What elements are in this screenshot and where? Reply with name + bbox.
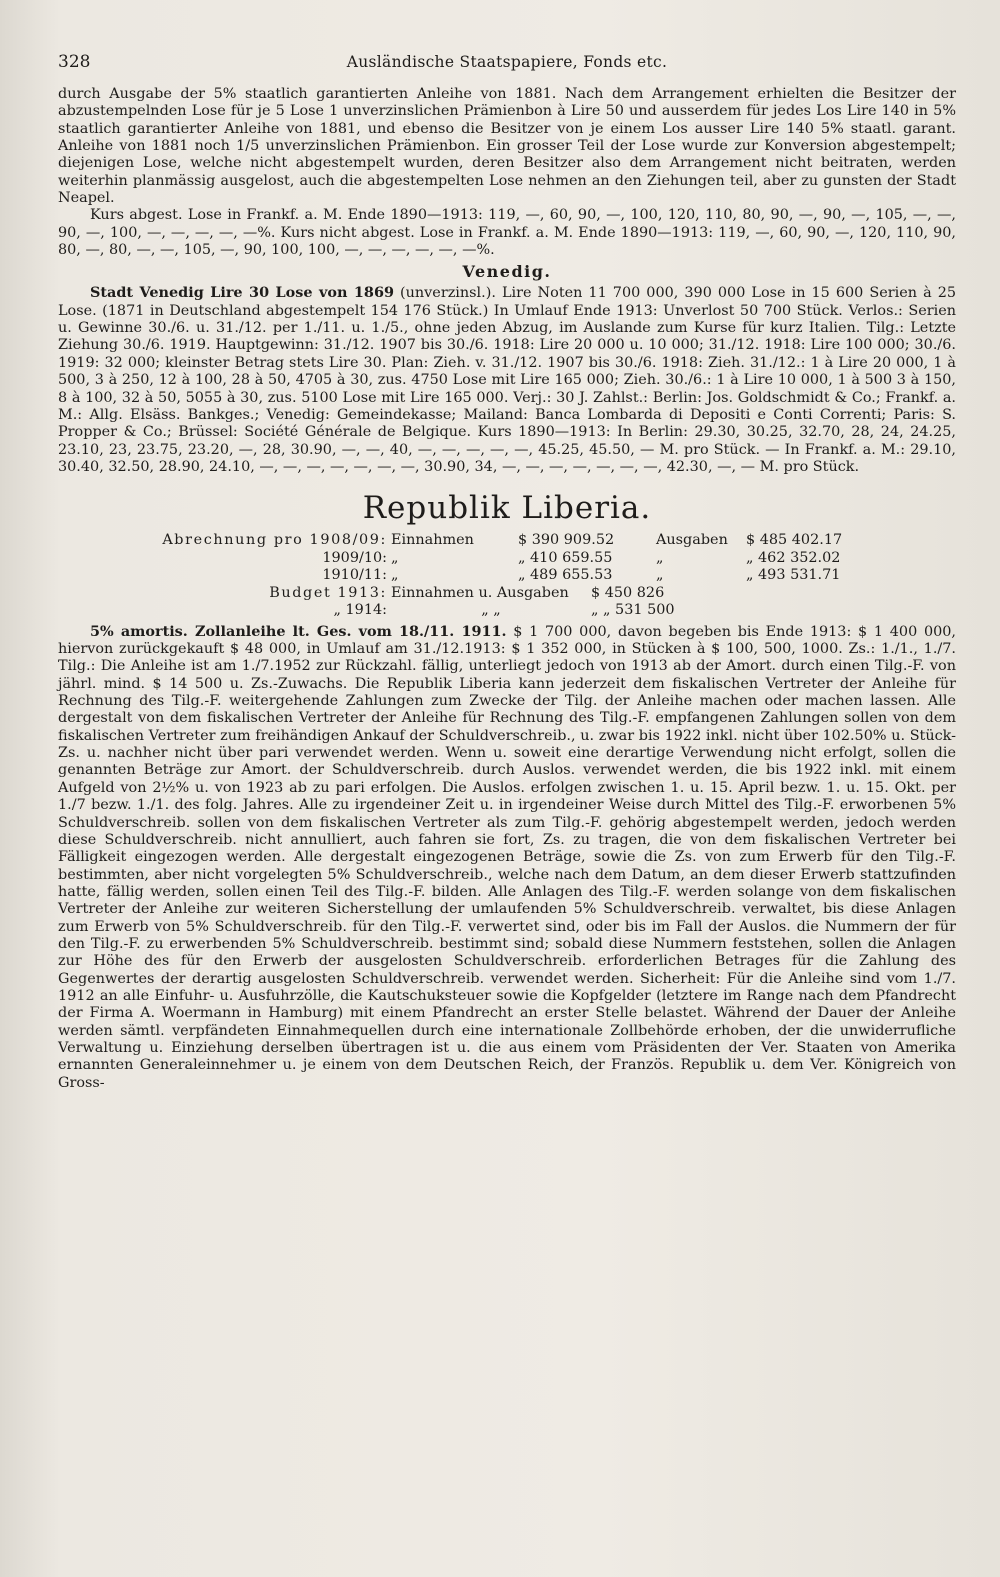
finance-value-2: „ 493 531.71 [746,567,841,584]
finance-label: 1910/11: [322,567,387,584]
running-title: Ausländische Staatspapiere, Fonds etc. [346,53,668,71]
finance-kind-2: Ausgaben [656,532,728,549]
finance-row [58,532,956,550]
venedig-body: (unverzinsl.). Lire Noten 11 700 000, 390 000 Lose in 15 600 Serien à 25 Lose. (1871 in Deutschland abgestempelt 154 176 Stück.) In Umlauf Ende 1913: Unverlost 50 700 Stück. Verlos.: Serien u. Gewinne 30./6. u. 31./12. per 1./11. u. 1./5., ohne jeden Abzug, im Auslande zum Kurse für kurz Italien. Tilg.: Letzte Ziehung 30./6. 1919. Hauptgewinn: 31./12. 1907 bis 30./6. 1918: Lire 20 000 u. 10 000; 31./12. 1918: Lire 100 000; 30./6. 1919: 32 000; kleinster Betrag stets Lire 30. Plan: Zieh. v. 31./12. 1907 bis 30./6. 1918: Zieh. 31./12.: 1 à Lire 20 000, 1 à 500, 3 à 250, 12 à 100, 28 à 50, 4705 à 30, zus. 4750 Lose mit Lire 165 000; Zieh. 30./6.: 1 à Lire 10 000, 1 à 500 3 à 150, 8 à 100, 32 à 50, 5055 à 30, zus. 5100 Lose mit Lire 165 000. Verj.: 30 J. Zahlst.: Berlin: Jos. Goldschmidt & Co.; Frankf. a. M.: Allg. Elsäss. Bankges.; Venedig: Gemeindekasse; Mailand: Banca Lombarda di Depositi e Conti Correnti; Paris: S. Propper & Co.; Brüssel: Société Générale de Belgique. Kurs 1890—1913: In Berlin: 29.30, 30.25, 32.70, 28, 24, 24.25, 23.10, 23, 23.75, 23.20, —, 28, 30.90, —, —, 40, —, —, —, —, —, 45.25, 45.50, — M. pro Stück. — In Frankf. a. M.: 29.10, 30.40, 32.50, 28.90, 24.10, —, —, —, —, —, —, —, 30.90, 34, —, —, —, —, —, —, —, 42.30, —, — M. pro Stück. [58,285,957,475]
finance-value-2: $ 485 402.17 [746,532,843,549]
finance-row [58,567,956,585]
finance-value: $ 390 909.52 [518,532,615,549]
finance-label: Budget 1913: [269,584,387,601]
finance-row [58,602,956,620]
liberia-heading: Republik Liberia. [362,490,652,527]
finance-value: „ 489 655.53 [518,567,613,584]
liberia-finance-table [58,532,956,620]
finance-label: Abrechnung pro 1908/09: [162,532,387,549]
finance-kind: Einnahmen u. Ausgaben [391,584,569,601]
finance-value: „ 410 659.55 [518,549,613,566]
intro-paragraph: durch Ausgabe der 5% staatlich garantierten Anleihe von 1881. Nach dem Arrangement erhielten die Besitzer der abzustempelnden Lose für je 5 Lose 1 unverzinslichen Prämienbon à Lire 50 und ausserdem für jedes Los Lire 140 in 5% staatlich garantierter Anleihe von 1881, und ebenso die Besitzer von je einem Los ausser Lire 140 5% staatl. garant. Anleihe von 1881 noch 1/5 unverzinslichen Prämienbon. Ein grosser Teil der Lose wurde zur Konversion abgestempelt; diejenigen Lose, welche nicht abgestempelt wurden, deren Besitzer also dem Arrangement nicht beitraten, werden weiterhin planmässig ausgelost, auch die abgestempelten Lose nehmen an den Ziehungen teil, aber zu gunsten der Stadt Neapel. [58,86,956,207]
kurs-paragraph: Kurs abgest. Lose in Frankf. a. M. Ende 1890—1913: 119, —, 60, 90, —, 100, 120, 110, 80, 90, —, 90, —, 105, —, —, 90, —, 100, —, —, —, —, —%. Kurs nicht abgest. Lose in Frankf. a. M. Ende 1890—1913: 119, —, 60, 90, —, 120, 110, 90, 80, —, 80, —, —, 105, —, 90, 100, 100, —, —, —, —, —, —%. [58,207,956,259]
finance-label: „ 1914: [333,602,387,619]
finance-kind: Einnahmen [391,532,474,549]
liberia-loan-lead: 5% amortis. Zollanleihe lt. Ges. vom 18./11. 1911. [90,622,507,640]
finance-kind-2: „ [656,567,664,584]
finance-value: „ „ 531 500 [591,602,675,619]
finance-kind: „ [391,567,399,584]
venedig-heading: Venedig. [462,262,552,282]
finance-kind-2: „ [656,549,664,566]
finance-row [58,550,956,568]
finance-kind: „ [391,549,399,566]
liberia-loan-body: $ 1 700 000, davon begeben bis Ende 1913: $ 1 400 000, hiervon zurückgekauft $ 48 000, in Umlauf am 31./12.1913: $ 1 352 000, in Stücken à $ 100, 500, 1000. Zs.: 1./1., 1./7. Tilg.: Die Anleihe ist am 1./7.1952 zur Rückzahl. fällig, unterliegt jedoch von 1913 ab der Amort. durch einen Tilg.-F. von jährl. mind. $ 14 500 u. Zs.-Zuwachs. Die Republik Liberia kann jederzeit dem fiskalischen Vertreter der Anleihe für Rechnung des Tilg.-F. weitergehende Zahlungen zum Zwecke der Tilg. der Anleihe machen oder machen lassen. Alle dergestalt von dem fiskalischen Vertreter der Anleihe für Rechnung des Tilg.-F. empfangenen Zahlungen sollen von dem fiskalischen Vertreter zum freihändigen Ankauf der Schuldverschreib., u. zwar bis 1922 inkl. nicht über 102.50% u. Stück-Zs. u. nachher nicht über pari verwendet werden. Wenn u. soweit eine derartige Verwendung nicht erfolgt, sollen die genannten Beträge zur Amort. der Schuldverschreib. durch Auslos. verwendet werden, die bis 1922 inkl. mit einem Aufgeld von 2½% u. von 1923 ab zu pari erfolgen. Die Auslos. erfolgen zwischen 1. u. 15. April bezw. 1. u. 15. Okt. per 1./7 bezw. 1./1. des folg. Jahres. Alle zu irgendeiner Zeit u. in irgendeiner Weise durch Mittel des Tilg.-F. erworbenen 5% Schuldverschreib. sollen von dem fiskalischen Vertreter als zum Tilg.-F. gehörig abgestempelt werden, jedoch werden diese Schuldverschreib. nicht annulliert, auch fahren sie fort, Zs. zu tragen, die von dem fiskalischen Vertreter bei Fälligkeit eingezogen werden. Alle dergestalt eingezogenen Beträge, sowie die Zs. von zum Erwerb für den Tilg.-F. bestimmten, aber nicht vorgelegten 5% Schuldverschreib., welche nach dem Datum, an dem dieser Erwerb stattzufinden hatte, fällig werden, sollen einen Teil des Tilg.-F. bilden. Alle Anlagen des Tilg.-F. werden solange von dem fiskalischen Vertreter der Anleihe zur weiteren Sicherstellung der umlaufenden 5% Schuldverschreib. verwaltet, bis diese Anlagen zum Erwerb von 5% Schuldverschreib. für den Tilg.-F. verwertet sind, oder bis im Fall der Auslos. die Nummern der für den Tilg.-F. zu erwerbenden 5% Schuldverschreib. bestimmt sind; sobald diese Nummern feststehen, sollen die Anlagen zur Höhe des für den Erwerb der ausgelosten Schuldverschreib. erforderlichen Betrages für die Zahlung des Gegenwertes der derartig ausgelosten Schuldverschreib. verwendet werden. Sicherheit: Für die Anleihe sind vom 1./7. 1912 an alle Einfuhr- u. Ausfuhrzölle, die Kautschuksteuer sowie die Kopfgelder (letztere im Range nach dem Pfandrecht der Firma A. Woermann in Hamburg) mit einem Pfandrecht an erster Stelle belastet. Während der Dauer der Anleihe werden sämtl. verpfändeten Einnahmequellen durch eine internationale Zollbehörde erhoben, der die unwiderrufliche Verwaltung u. Einziehung derselben übertragen ist u. die aus einem vom Präsidenten der Ver. Staaten von Amerika ernannten Generaleinnehmer u. je einem von dem Deutschen Reich, der Französ. Republik u. dem Ver. Königreich von Gross- [58,623,956,1091]
liberia-loan-paragraph [58,623,956,1092]
page-number: 328 [58,52,91,72]
finance-value-2: „ 462 352.02 [746,549,841,566]
finance-kind: „ „ [481,602,501,619]
venedig-lead: Stadt Venedig Lire 30 Lose von 1869 [90,284,394,302]
finance-row [58,585,956,603]
finance-label: 1909/10: [322,549,387,566]
venedig-paragraph [58,284,956,476]
running-head [58,52,956,86]
finance-value: $ 450 826 [591,584,665,601]
